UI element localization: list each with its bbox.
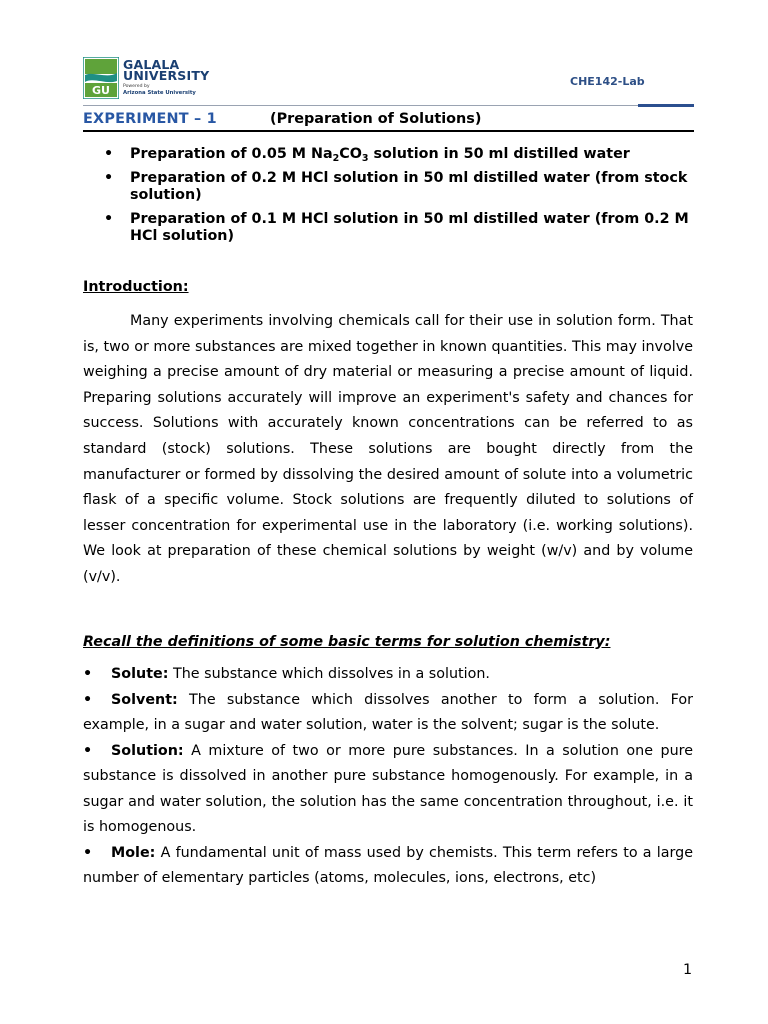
- header-rule: [83, 105, 638, 106]
- definition-item: [83, 841, 693, 892]
- logo-powered-by: Powered by: [123, 84, 150, 89]
- header-rule-accent: [638, 104, 694, 107]
- objective-text: Preparation of 0.1 M HCl solution in 50 ml distilled water (from 0.2 M HCl solution): [130, 211, 689, 244]
- objective-subscript: 2: [332, 153, 340, 164]
- definition-item: [83, 662, 693, 688]
- bullet: •: [104, 170, 114, 186]
- logo-name-line1: GALALA: [123, 57, 180, 72]
- title-rule: [83, 130, 694, 132]
- definition-text: The substance which dissolves in a solution.: [168, 666, 490, 682]
- bullet: •: [83, 742, 93, 759]
- objectives-list: [104, 146, 704, 252]
- definition-term: Solvent:: [111, 691, 178, 708]
- objective-item: [104, 146, 704, 163]
- logo-mark-text: GU: [92, 84, 110, 97]
- bullet: •: [104, 146, 114, 162]
- bullet: •: [83, 691, 93, 708]
- definition-text: A fundamental unit of mass used by chemists. This term refers to a large number of elementary particles (atoms, molecules, ions, electrons, etc): [83, 844, 693, 886]
- page-number: 1: [683, 962, 693, 978]
- objective-subscript: 3: [361, 153, 369, 164]
- objective-item: [104, 211, 704, 245]
- course-code: CHE142-Lab: [570, 75, 645, 88]
- logo-partner: Arizona State University: [123, 90, 196, 96]
- introduction-paragraph: Many experiments involving chemicals call for their use in solution form. That is, two or more substances are mixed together in known quantities. This may involve weighing a precise amount of dry material or measuring a precise amount of liquid. Preparing solutions accurately will improve an experiment's safety and chances for success. Solutions with accurately known concentrations can be referred to as standard (stock) solutions. These solutions are bought directly from the manufacturer or formed by dissolving the desired amount of solute into a volumetric flask of a specific volume. Stock solutions are frequently diluted to solutions of lesser concentration for experimental use in the laboratory (i.e. working solutions). We look at preparation of these chemical solutions by weight (w/v) and by volume (v/v).: [83, 313, 693, 585]
- objective-text-post: solution in 50 ml distilled water: [368, 146, 630, 162]
- definition-item: [83, 739, 693, 841]
- galala-logo-icon: [83, 57, 119, 99]
- objective-item: [104, 170, 704, 204]
- definition-text: A mixture of two or more pure substances. In a solution one pure substance is dissolved in another pure substance homogenously. For example, in a sugar and water solution, the solution has the same concentration throughout, i.e. it is homogenous.: [83, 742, 693, 835]
- objective-text: Preparation of 0.2 M HCl solution in 50 ml distilled water (from stock solution): [130, 170, 688, 203]
- bullet: •: [83, 666, 93, 682]
- bullet: •: [83, 844, 93, 861]
- definition-term: Solution:: [111, 742, 184, 759]
- definition-term: Solute:: [111, 666, 169, 682]
- introduction-heading: Introduction:: [83, 279, 189, 295]
- experiment-subtitle: (Preparation of Solutions): [270, 111, 482, 127]
- definition-text: The substance which dissolves another to form a solution. For example, in a sugar and water solution, water is the solvent; sugar is the solute.: [83, 691, 693, 733]
- university-logo: [83, 57, 210, 101]
- logo-name-line2: UNIVERSITY: [123, 68, 210, 83]
- bullet: •: [104, 211, 114, 227]
- definitions-heading: Recall the definitions of some basic terms for solution chemistry:: [83, 634, 611, 650]
- objective-text-pre: Preparation of 0.05 M Na: [130, 146, 333, 162]
- definition-item: [83, 688, 693, 739]
- definitions-list: [83, 662, 693, 892]
- objective-text-mid: CO: [339, 146, 362, 162]
- experiment-label: EXPERIMENT – 1: [83, 111, 217, 127]
- definition-term: Mole:: [111, 844, 156, 861]
